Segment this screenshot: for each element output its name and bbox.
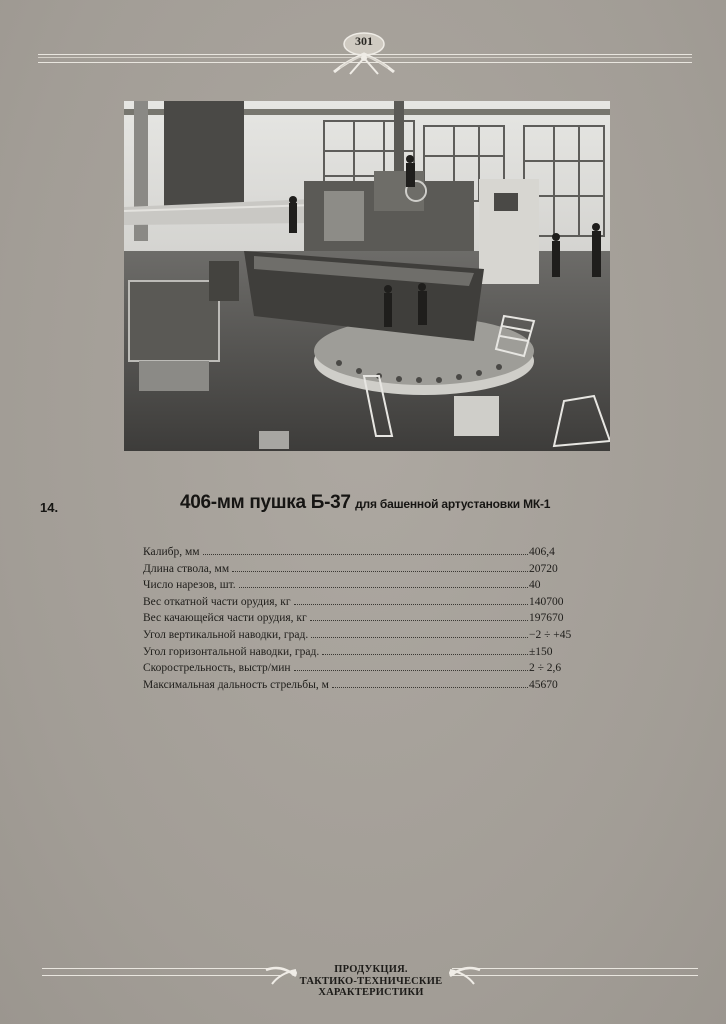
section-title-line2: ТАКТИКО-ТЕХНИЧЕСКИЕ xyxy=(299,975,443,987)
spec-label: Скорострельность, выстр/мин xyxy=(143,662,291,675)
spec-value: 140700 xyxy=(529,595,564,608)
spec-row xyxy=(143,677,593,694)
page-number: 301 xyxy=(355,34,373,48)
bottom-rule-left xyxy=(42,968,282,976)
laurel-right-icon xyxy=(444,956,484,990)
article-title xyxy=(180,492,600,514)
spec-value: 197670 xyxy=(529,612,564,625)
spec-row xyxy=(143,544,593,561)
spec-label: Угол вертикальной наводки, град. xyxy=(143,628,309,641)
dot-leader xyxy=(322,653,528,655)
section-title xyxy=(296,964,446,999)
spec-row xyxy=(143,577,593,594)
spec-row xyxy=(143,594,593,611)
spec-row xyxy=(143,660,593,677)
factory-gun-assembly-photo-icon xyxy=(124,101,610,451)
spec-label: Длина ствола, мм xyxy=(143,562,230,575)
dot-leader xyxy=(203,553,528,555)
section-title-line1: ПРОДУКЦИЯ. xyxy=(334,964,408,975)
spec-value: 2 ÷ 2,6 xyxy=(529,662,562,675)
dot-leader xyxy=(239,586,528,588)
dot-leader xyxy=(232,570,528,572)
spec-label: Максимальная дальность стрельбы, м xyxy=(143,678,329,691)
spec-row xyxy=(143,610,593,627)
spec-row xyxy=(143,644,593,661)
spec-value: 406,4 xyxy=(529,546,555,558)
spec-value: −2 ÷ +45 xyxy=(529,628,572,641)
spec-label: Калибр, мм xyxy=(143,546,200,558)
dot-leader xyxy=(332,686,528,688)
section-title-line3: ХАРАКТЕРИСТИКИ xyxy=(318,987,424,998)
spec-value: 40 xyxy=(529,579,541,592)
spec-label: Вес откатной части орудия, кг xyxy=(143,595,291,608)
spec-value: ±150 xyxy=(529,645,553,658)
spec-value: 20720 xyxy=(529,562,558,575)
dot-leader xyxy=(294,669,528,671)
spec-row xyxy=(143,561,593,578)
item-number: 14. xyxy=(40,500,59,515)
spec-label: Вес качающейся части орудия, кг xyxy=(143,612,307,625)
dot-leader xyxy=(294,603,528,605)
bottom-rule-right xyxy=(452,968,698,976)
spec-label: Угол горизонтальной наводки, град. xyxy=(143,645,320,658)
dot-leader xyxy=(310,619,528,621)
spec-label: Число нарезов, шт. xyxy=(143,579,236,592)
article-title-main: 406-мм пушка Б-37 xyxy=(180,492,351,513)
dot-leader xyxy=(311,636,528,638)
factory-photo xyxy=(124,101,610,451)
spec-value: 45670 xyxy=(529,678,558,691)
article-title-sub: для башенной артустановки МК-1 xyxy=(355,497,551,511)
spec-row xyxy=(143,627,593,644)
spec-list xyxy=(143,544,593,693)
